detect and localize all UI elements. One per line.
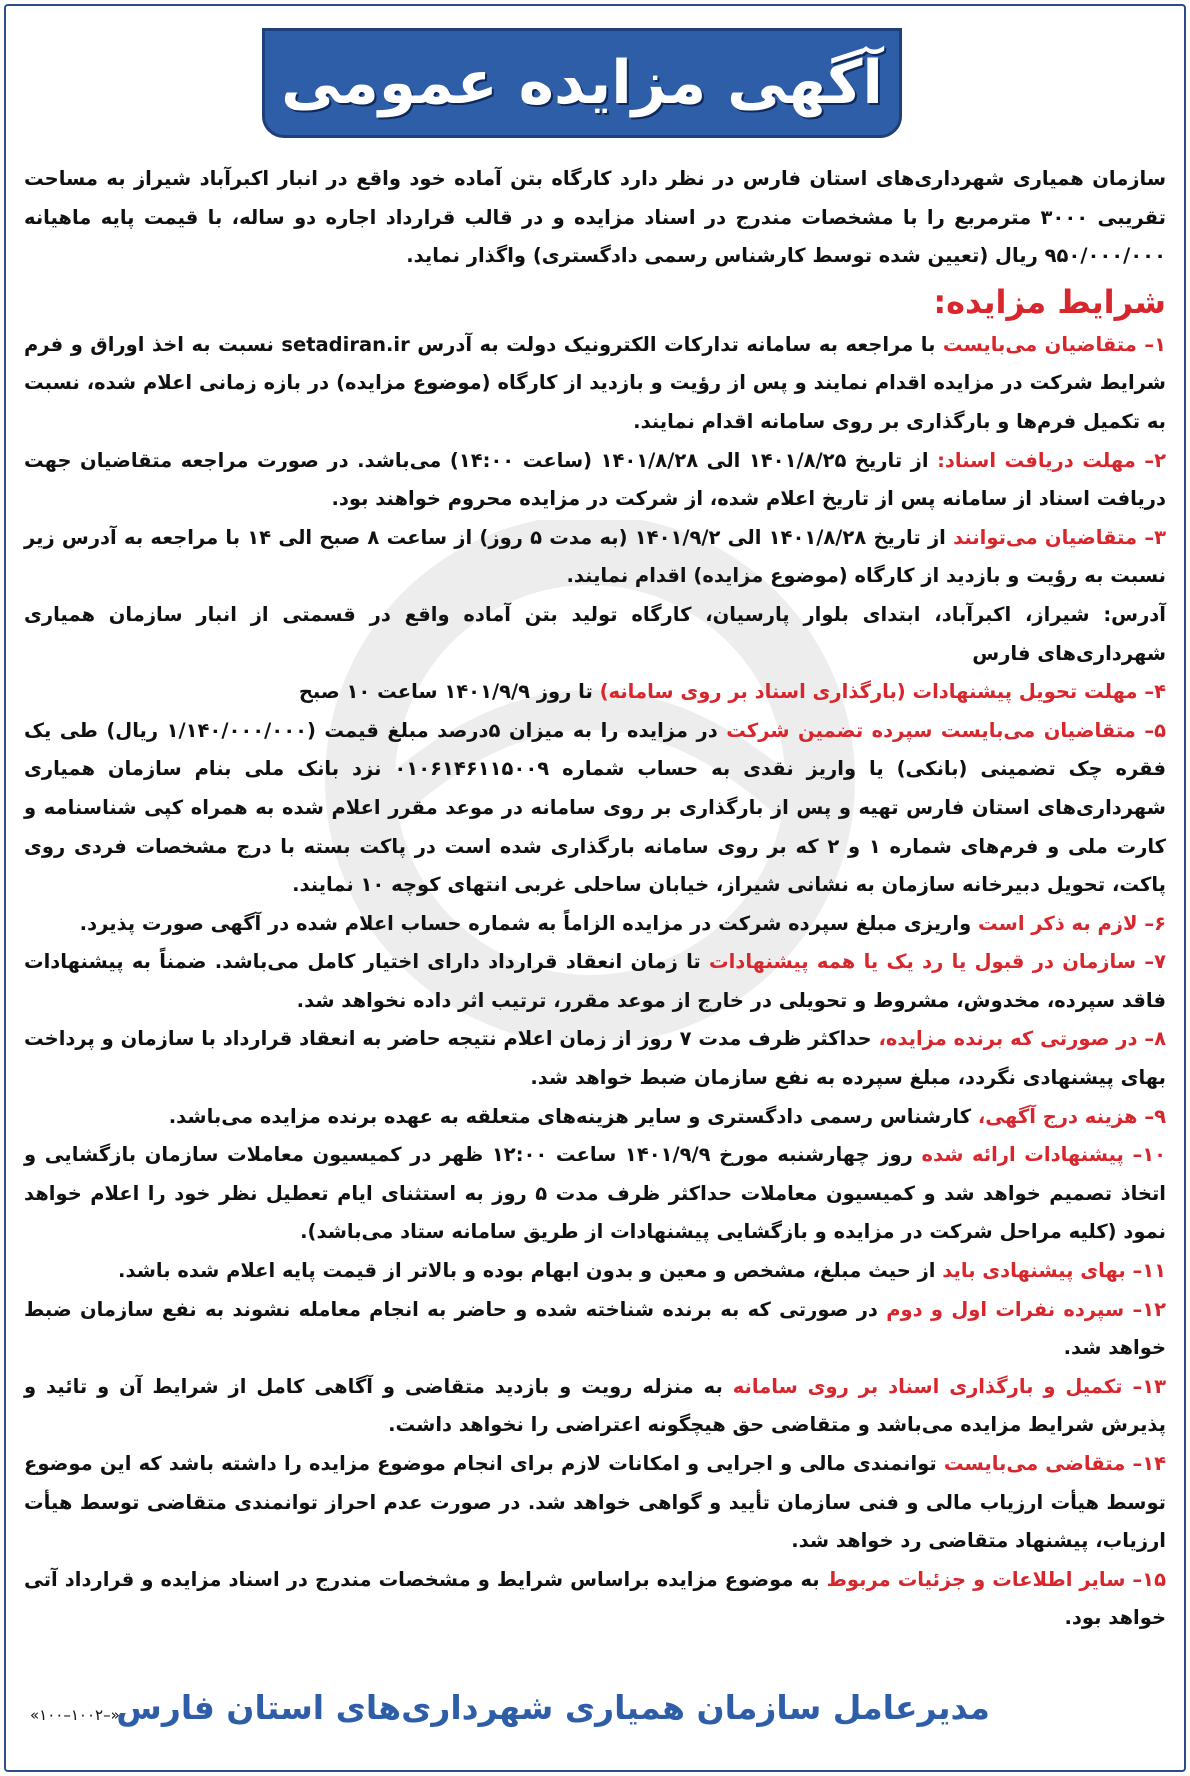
list-item: ۴– مهلت تحویل پیشنهادات (بارگذاری اسناد بر روی سامانه) تا روز ۱۴۰۱/۹/۹ ساعت ۱۰ صبح (298, 680, 1166, 704)
item-highlight: سپرده نفرات اول و دوم (886, 1297, 1125, 1321)
item-text: با مراجعه به سامانه تدارکات الکترونیک دولت به آدرس setadiran.ir نسبت به اخذ اوراق و فرم شرایط شرکت در مزایده اقدام نمایند و پس از رؤیت و بازدید از کارگاه (موضوع مزایده) در بازه زمانی اعلام شده، نسبت به تکمیل فرم‌ها و بارگذاری بر روی سامانه اقدام نمایند. (24, 332, 1166, 433)
list-item: ۱۰– پیشنهادات ارائه شده روز چهارشنبه مورخ ۱۴۰۱/۹/۹ ساعت ۱۲:۰۰ ظهر در کمیسیون معاملات سازمان بازگشایی و اتخاذ تصمیم خواهد شد و کمیسیون معاملات حداکثر ظرف مدت ۵ روز به استثنای ایام تعطیل نظر خود را اعلام خواهد نمود (کلیه مراحل شرکت در مزایده و بازگشایی پیشنهادات از طریق سامانه ستاد می‌باشد). (24, 1143, 1166, 1244)
item-highlight: پیشنهادات ارائه شده (921, 1143, 1124, 1167)
item-highlight: مهلت تحویل پیشنهادات (بارگذاری اسناد بر روی سامانه) (599, 680, 1138, 704)
item-text: از تاریخ ۱۴۰۱/۸/۲۵ الی ۱۴۰۱/۸/۲۸ (ساعت ۱۴:۰۰) می‌باشد. در صورت مراجعه متقاضیان جهت دریافت اسناد از سامانه پس از تاریخ اعلام شده، از شرکت در مزایده محروم خواهند بود. (24, 448, 1166, 511)
list-item: ۱– متقاضیان می‌بایست با مراجعه به سامانه تدارکات الکترونیک دولت به آدرس setadiran.ir نسبت به اخذ اوراق و فرم شرایط شرکت در مزایده اقدام نمایند و پس از رؤیت و بازدید از کارگاه (موضوع مزایده) در بازه زمانی اعلام شده، نسبت به تکمیل فرم‌ها و بارگذاری بر روی سامانه اقدام نمایند. (24, 332, 1166, 433)
item-highlight: سازمان در قبول یا رد یک یا همه پیشنهادات (709, 950, 1137, 974)
section-title: شرایط مزایده: (933, 282, 1166, 321)
item-text: روز چهارشنبه مورخ ۱۴۰۱/۹/۹ ساعت ۱۲:۰۰ ظهر در کمیسیون معاملات سازمان بازگشایی و اتخاذ تصمیم خواهد شد و کمیسیون معاملات حداکثر ظرف مدت ۵ روز به استثنای ایام تعطیل نظر خود را اعلام خواهد نمود (کلیه مراحل شرکت در مزایده و بازگشایی پیشنهادات از طریق سامانه ستاد می‌باشد). (24, 1143, 1166, 1244)
list-item: ۱۴– متقاضی می‌بایست توانمندی مالی و اجرایی و امکانات لازم برای انجام موضوع مزایده را داشته باشد که این موضوع توسط هیأت ارزیاب مالی و فنی سازمان تأیید و گواهی خواهد شد. در صورت عدم احراز توانمندی متقاضی توسط هیأت ارزیاب، پیشنهاد متقاضی رد خواهد شد. (24, 1452, 1167, 1553)
item-highlight: در صورتی که برنده مزایده، (878, 1027, 1138, 1051)
list-item: ۱۱– بهای پیشنهادی باید از حیث مبلغ، مشخص و معین و بدون ابهام بوده و بالاتر از قیمت پایه اعلام شده باشد. (118, 1259, 1166, 1283)
ad-code: «۱۰۰–۱۰۰۲–» (30, 1706, 120, 1724)
item-highlight: لازم به ذکر است (978, 911, 1138, 935)
list-item: ۸– در صورتی که برنده مزایده، حداکثر ظرف مدت ۷ روز از زمان اعلام نتیجه حاضر به انعقاد قرارداد با سازمان و پرداخت بهای پیشنهادی نگردد، مبلغ سپرده به نفع سازمان ضبط خواهد شد. (24, 1027, 1167, 1090)
item-text: آدرس: شیراز، اکبرآباد، ابتدای بلوار پارسیان، کارگاه تولید بتن آماده واقع در قسمتی از انبار سازمان همیاری شهرداری‌های فارس (24, 602, 1166, 665)
item-text: در مزایده را به میزان ۵درصد مبلغ قیمت (۱/۱۴۰/۰۰۰/۰۰۰ ریال) طی یک فقره چک تضمینی (بانکی) یا واریز نقدی به حساب شماره ۰۱۰۶۱۴۶۱۱۵۰۰۹ نزد بانک ملی بنام سازمان همیاری شهرداری‌های استان فارس تهیه و پس از بارگذاری بر روی سامانه در موعد مقرر اعلام شده به همراه کپی شناسنامه و کارت ملی و فرم‌های شماره ۱ و ۲ که بر روی سامانه بارگذاری شده است در پاکت بسته با درج مشخصات فردی روی پاکت، تحویل دبیرخانه سازمان به نشانی شیراز، خیابان ساحلی غربی انتهای کوچه ۱۰ نمایند. (24, 718, 1167, 897)
item-text: به منزله رویت و بازدید متقاضی و آگاهی کامل از شرایط آن و تائید و پذیرش شرایط مزایده می‌باشد و متقاضی حق هیچگونه اعتراضی را نخواهد داشت. (24, 1374, 1166, 1437)
list-item: ۲– مهلت دریافت اسناد: از تاریخ ۱۴۰۱/۸/۲۵ الی ۱۴۰۱/۸/۲۸ (ساعت ۱۴:۰۰) می‌باشد. در صورت مراجعه متقاضیان جهت دریافت اسناد از سامانه پس از تاریخ اعلام شده، از شرکت در مزایده محروم خواهند بود. (24, 448, 1166, 511)
intro-paragraph: سازمان همیاری شهرداری‌های استان فارس در نظر دارد کارگاه بتن آماده خود واقع در انبار اکبرآباد شیراز به مساحت تقریبی ۳۰۰۰ مترمربع را با مشخصات مندرج در اسناد مزایده و در قالب قرارداد اجاره دو ساله، با قیمت پایه ماهیانه ۹۵۰/۰۰۰/۰۰۰ ریال (تعیین شده توسط کارشناس رسمی دادگستری) واگذار نماید. (24, 167, 1166, 268)
item-text: تا زمان انعقاد قرارداد دارای اختیار کامل می‌باشد. ضمناً به پیشنهادات فاقد سپرده، مخدوش، مشروط و تحویلی در خارج از موعد مقرر، ترتیب اثر داده نخواهد شد. (24, 950, 1166, 1012)
item-highlight: متقاضی می‌بایست (943, 1452, 1126, 1475)
list-item: ۱۵– سایر اطلاعات و جزئیات مربوط به موضوع مزایده براساس شرایط و مشخصات مندرج در اسناد مزایده و قرارداد آتی خواهد بود. (24, 1567, 1166, 1630)
item-highlight: متقاضیان می‌بایست (942, 332, 1137, 356)
item-highlight: هزینه درج آگهی، (977, 1104, 1138, 1128)
content-body (24, 160, 1166, 1638)
list-item: ۶– لازم به ذکر است واریزی مبلغ سپرده شرکت در مزایده الزاماً به شماره حساب اعلام شده در آگهی صورت پذیرد. (79, 911, 1166, 935)
signature: مدیرعامل سازمان همیاری شهرداری‌های استان فارس (116, 1688, 990, 1727)
page-title: آگهی مزایده عمومی (281, 48, 883, 118)
list-item: ۷– سازمان در قبول یا رد یک یا همه پیشنهادات تا زمان انعقاد قرارداد دارای اختیار کامل می‌باشد. ضمناً به پیشنهادات فاقد سپرده، مخدوش، مشروط و تحویلی در خارج از موعد مقرر، ترتیب اثر داده نخواهد شد. (24, 950, 1166, 1012)
item-highlight: متقاضیان می‌بایست سپرده تضمین شرکت (726, 718, 1136, 742)
item-highlight: تکمیل و بارگذاری اسناد بر روی سامانه (732, 1374, 1123, 1398)
list-item: ۹– هزینه درج آگهی، کارشناس رسمی دادگستری و سایر هزینه‌های متعلقه به عهده برنده مزایده می‌باشد. (168, 1104, 1166, 1128)
list-item: ۵– متقاضیان می‌بایست سپرده تضمین شرکت در مزایده را به میزان ۵درصد مبلغ قیمت (۱/۱۴۰/۰۰۰/۰۰۰ ریال) طی یک فقره چک تضمینی (بانکی) یا واریز نقدی به حساب شماره ۰۱۰۶۱۴۶۱۱۵۰۰۹ نزد بانک ملی بنام سازمان همیاری شهرداری‌های استان فارس تهیه و پس از بارگذاری بر روی سامانه در موعد مقرر اعلام شده به همراه کپی شناسنامه و کارت ملی و فرم‌های شماره ۱ و ۲ که بر روی سامانه بارگذاری شده است در پاکت بسته با درج مشخصات فردی روی پاکت، تحویل دبیرخانه سازمان به نشانی شیراز، خیابان ساحلی غربی انتهای کوچه ۱۰ نمایند. (24, 718, 1167, 897)
item-highlight: متقاضیان می‌توانند (953, 525, 1138, 549)
item-text: به موضوع مزایده براساس شرایط و مشخصات مندرج در اسناد مزایده و قرارداد آتی خواهد بود. (24, 1567, 1166, 1630)
item-text: واریزی مبلغ سپرده شرکت در مزایده الزاماً به شماره حساب اعلام شده در آگهی صورت پذیرد. (79, 911, 978, 935)
list-item: ۳– متقاضیان می‌توانند از تاریخ ۱۴۰۱/۸/۲۸ الی ۱۴۰۱/۹/۲ (به مدت ۵ روز) از ساعت ۸ صبح الی ۱۴ با مراجعه به آدرس زیر نسبت به رؤیت و بازدید از کارگاه (موضوع مزایده) اقدام نمایند. (24, 525, 1166, 588)
item-text: توانمندی مالی و اجرایی و امکانات لازم برای انجام موضوع مزایده را داشته باشد که این موضوع توسط هیأت ارزیاب مالی و فنی سازمان تأیید و گواهی خواهد شد. در صورت عدم احراز توانمندی متقاضی توسط هیأت ارزیاب، پیشنهاد متقاضی رد خواهد شد. (24, 1452, 1166, 1553)
item-text: کارشناس رسمی دادگستری و سایر هزینه‌های متعلقه به عهده برنده مزایده می‌باشد. (168, 1104, 978, 1128)
item-text: حداکثر ظرف مدت ۷ روز از زمان اعلام نتیجه حاضر به انعقاد قرارداد با سازمان و پرداخت بهای پیشنهادی نگردد، مبلغ سپرده به نفع سازمان ضبط خواهد شد. (24, 1027, 1166, 1090)
item-highlight: مهلت دریافت اسناد: (937, 448, 1136, 472)
list-item: ۱۳– تکمیل و بارگذاری اسناد بر روی سامانه به منزله رویت و بازدید متقاضی و آگاهی کامل از شرایط آن و تائید و پذیرش شرایط مزایده می‌باشد و متقاضی حق هیچگونه اعتراضی را نخواهد داشت. (24, 1374, 1166, 1437)
item-highlight: بهای پیشنهادی باید (942, 1259, 1126, 1283)
item-text: تا روز ۱۴۰۱/۹/۹ ساعت ۱۰ صبح (298, 680, 600, 704)
title-banner (262, 28, 902, 138)
address-line (24, 596, 1166, 673)
item-text: از حیث مبلغ، مشخص و معین و بدون ابهام بوده و بالاتر از قیمت پایه اعلام شده باشد. (118, 1259, 943, 1283)
list-item: ۱۲– سپرده نفرات اول و دوم در صورتی که به برنده شناخته شده و حاضر به انجام معامله نشوند به نفع سازمان ضبط خواهد شد. (24, 1297, 1166, 1360)
item-text: در صورتی که به برنده شناخته شده و حاضر به انجام معامله نشوند به نفع سازمان ضبط خواهد شد. (24, 1297, 1166, 1360)
item-text: از تاریخ ۱۴۰۱/۸/۲۸ الی ۱۴۰۱/۹/۲ (به مدت ۵ روز) از ساعت ۸ صبح الی ۱۴ با مراجعه به آدرس زیر نسبت به رؤیت و بازدید از کارگاه (موضوع مزایده) اقدام نمایند. (24, 525, 1166, 588)
item-highlight: سایر اطلاعات و جزئیات مربوط (826, 1567, 1126, 1591)
